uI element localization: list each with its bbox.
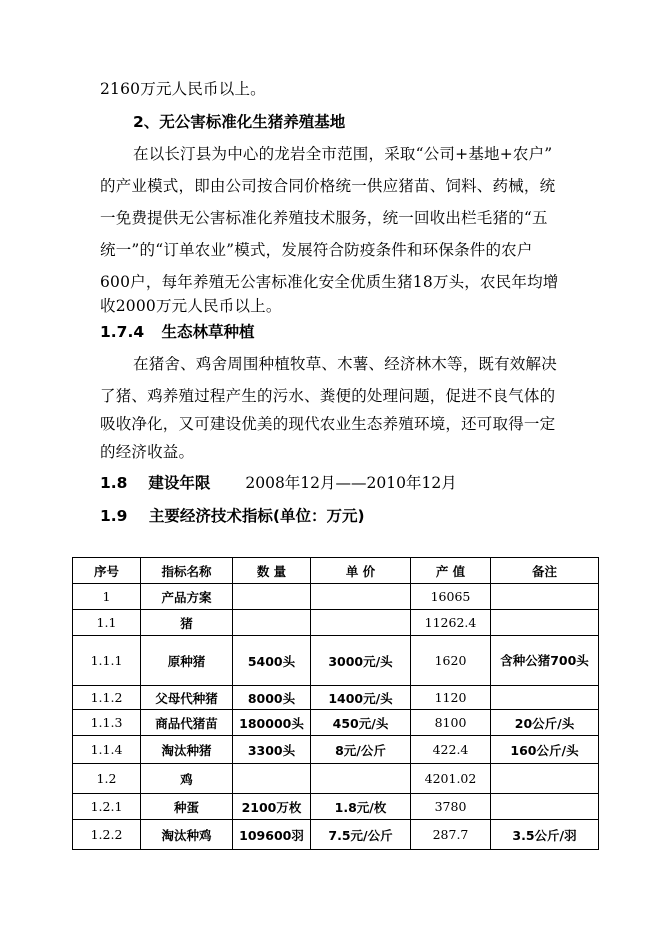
table-cell: 1.2 [73,764,141,794]
column-header: 备注 [491,558,599,584]
table-cell: 鸡 [141,764,233,794]
table-cell: 1.8元/枚 [311,794,411,820]
section-number: 1.7.4 [100,323,145,341]
column-header: 指标名称 [141,558,233,584]
table-cell: 3300头 [233,736,311,764]
table-cell [491,764,599,794]
column-header: 数 量 [233,558,311,584]
table-cell: 180000头 [233,710,311,736]
table-cell: 1620 [411,636,491,686]
section-174-line: 吸收净化，又可建设优美的现代农业生态养殖环境，还可取得一定 [100,415,556,433]
table-cell: 109600羽 [233,820,311,850]
economic-indicators-table [72,557,599,850]
table-cell [491,794,599,820]
table-row [73,584,599,610]
section-174-line: 了猪、鸡养殖过程产生的污水、粪便的处理问题，促进不良气体的 [100,387,556,405]
section-174-line: 在猪舍、鸡舍周围种植牧草、木薯、经济林木等，既有效解决 [133,355,557,373]
table-cell: 1400元/头 [311,686,411,710]
table-cell: 1.2.2 [73,820,141,850]
section-19-heading [100,506,365,526]
table-row [73,736,599,764]
table-cell: 1120 [411,686,491,710]
column-header: 产 值 [411,558,491,584]
table-row [73,636,599,686]
table-cell: 种蛋 [141,794,233,820]
section-number: 1.8 [100,474,128,492]
table-cell: 3780 [411,794,491,820]
table-row [73,764,599,794]
table-cell: 淘汰种猪 [141,736,233,764]
table-cell [311,610,411,636]
column-header: 单 价 [311,558,411,584]
section-2-line: 统一”的“订单农业”模式，发展符合防疫条件和环保条件的农户 [100,241,533,259]
table-cell: 8元/公斤 [311,736,411,764]
table-cell: 1.1.4 [73,736,141,764]
table-cell [491,584,599,610]
section-2-line: 的产业模式，即由公司按合同价格统一供应猪苗、饲料、药械，统 [100,177,556,195]
table-cell: 287.7 [411,820,491,850]
section-2-line: 一免费提供无公害标准化养殖技术服务，统一回收出栏毛猪的“五 [100,209,548,227]
table-cell: 8000头 [233,686,311,710]
table-cell [233,610,311,636]
table-cell: 商品代猪苗 [141,710,233,736]
table-cell: 父母代种猪 [141,686,233,710]
table-cell: 2100万枚 [233,794,311,820]
table-cell: 160公斤/头 [491,736,599,764]
table-cell: 1.1 [73,610,141,636]
section-18-heading [100,473,457,493]
table-cell: 产品方案 [141,584,233,610]
section-2-line: 在以长汀县为中心的龙岩全市范围，采取“公司+基地+农户” [133,145,553,163]
table-cell: 4201.02 [411,764,491,794]
table-header-row [73,558,599,584]
table-cell: 3000元/头 [311,636,411,686]
table-cell: 16065 [411,584,491,610]
table-cell: 淘汰种鸡 [141,820,233,850]
table-row [73,794,599,820]
table-cell: 8100 [411,710,491,736]
section-174-heading [100,322,255,342]
section-title: 主要经济技术指标(单位：万元) [148,507,365,525]
table-cell: 1.1.1 [73,636,141,686]
table-cell: 含种公猪700头 [491,636,599,686]
table-cell [311,764,411,794]
table-cell: 1.2.1 [73,794,141,820]
section-2-title: 2、无公害标准化生猪养殖基地 [133,113,346,131]
section-2-line: 收2000万元人民币以上。 [100,297,282,315]
table-row [73,820,599,850]
table-cell: 20公斤/头 [491,710,599,736]
table-cell: 原种猪 [141,636,233,686]
table-cell [491,610,599,636]
table-cell: 1 [73,584,141,610]
table-cell: 1.1.2 [73,686,141,710]
table-cell: 450元/头 [311,710,411,736]
section-title: 生态林草种植 [161,323,255,341]
column-header: 序号 [73,558,141,584]
table-cell: 猪 [141,610,233,636]
section-2-line: 600户，每年养殖无公害标准化安全优质生猪18万头，农民年均增 [100,273,559,291]
construction-period: 2008年12月——2010年12月 [245,474,457,492]
table-cell [311,584,411,610]
table-cell: 1.1.3 [73,710,141,736]
section-number: 1.9 [100,507,128,525]
table-cell: 7.5元/公斤 [311,820,411,850]
table-row [73,610,599,636]
table-cell [233,764,311,794]
table-cell: 11262.4 [411,610,491,636]
table-row [73,710,599,736]
table-cell: 3.5公斤/羽 [491,820,599,850]
section-title: 建设年限 [148,474,211,492]
table-cell: 422.4 [411,736,491,764]
table-cell [491,686,599,710]
paragraph-tail: 2160万元人民币以上。 [100,80,266,98]
table-cell: 5400头 [233,636,311,686]
table-row [73,686,599,710]
section-174-line: 的经济收益。 [100,443,195,461]
table-cell [233,584,311,610]
